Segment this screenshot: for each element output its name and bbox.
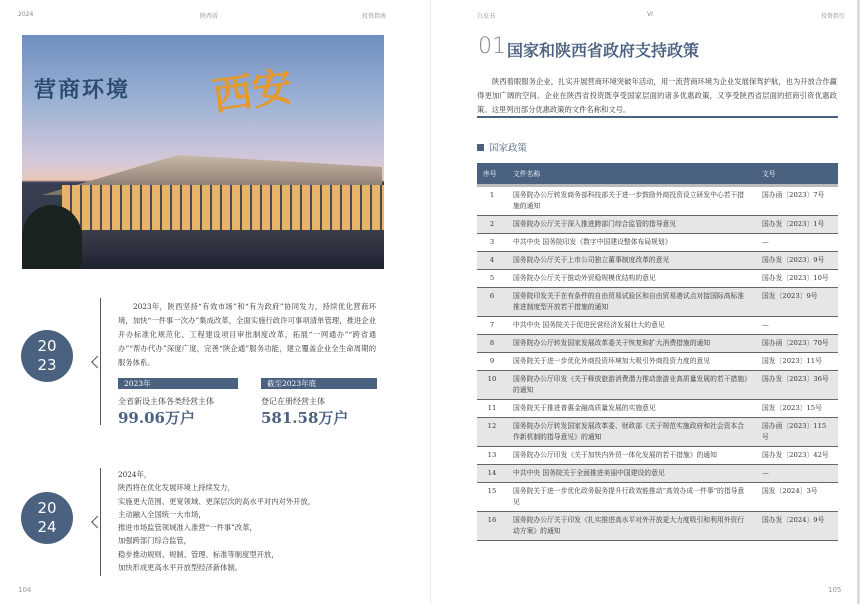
- document-name: 国务院印发关于在有条件的自由贸易试验区和自由贸易港试点对接国际高标准推进制度型开放若干措施的通知: [507, 287, 756, 316]
- table-row: [477, 464, 838, 482]
- header-whitepaper: 白皮书: [477, 13, 496, 20]
- document-number: 国发〔2023〕15号: [756, 399, 838, 417]
- table-row: [477, 233, 838, 251]
- airport-photo: [22, 35, 384, 269]
- document-number: 国办函〔2023〕70号: [756, 334, 838, 352]
- row-number: 2: [477, 215, 507, 233]
- document-name: 中共中央 国务院印发《数字中国建设整体布局规划》: [507, 233, 756, 251]
- document-number: 国发〔2023〕9号: [756, 287, 838, 316]
- col-header: 文件名称: [507, 163, 756, 185]
- row-number: 4: [477, 251, 507, 269]
- row-number: 11: [477, 399, 507, 417]
- document-name: 国务院关于进一步优化外商投资环境加大吸引外商投资力度的意见: [507, 352, 756, 370]
- document-name: 国务院办公厅关于印发《扎实推进高水平对外开放更大力度吸引和利用外资行动方案》的通知: [507, 511, 756, 540]
- document-name: 国务院办公厅转发国家发展改革委、财政部《关于规范实施政府和社会资本合作新机制的指导意见》的通知: [507, 417, 756, 446]
- divider: [477, 116, 838, 118]
- header-chapter: VI: [647, 11, 653, 18]
- document-name: 国务院办公厅关于深入推进跨部门综合监管的指导意见: [507, 215, 756, 233]
- document-number: 国办函〔2023〕115号: [756, 417, 838, 446]
- col-header: 序号: [477, 163, 507, 185]
- document-number: 国发〔2024〕3号: [756, 482, 838, 511]
- table-row: [477, 352, 838, 370]
- text-2024: 2024年， 陕西将在优化发展环境上持续发力， 实施更大范围、更宽领域、更深层次的高水平对内对外开放， 主动融入全国统一大市场， 推进市场监管领域准入准营“一件事”改革， 加强跨部门综合监管， 稳步推动规则、规制、管理、标准等制度型开放， 加快形成更高水平开放型经济新体制。: [118, 470, 316, 573]
- row-number: 1: [477, 185, 507, 215]
- document-number: —: [756, 233, 838, 251]
- document-name: 国务院办公厅关于上市公司独立董事制度改革的意见: [507, 251, 756, 269]
- stat-value-registered: 581.58万户: [261, 409, 349, 427]
- col-header: 文号: [756, 163, 838, 185]
- section-number: 01: [478, 34, 506, 59]
- section-title: 国家和陕西省政府支持政策: [507, 41, 700, 60]
- subsection-title: 国家政策: [477, 140, 527, 154]
- document-name: 国务院办公厅转发国家发展改革委关于恢复和扩大消费措施的通知: [507, 334, 756, 352]
- table-row: [477, 370, 838, 399]
- document-number: 国发〔2023〕11号: [756, 352, 838, 370]
- photo-sign: 西安: [209, 62, 296, 121]
- document-name: 国务院办公厅转发商务部科技部关于进一步鼓励外商投资设立研发中心若干措施的通知: [507, 185, 756, 215]
- row-number: 13: [477, 446, 507, 464]
- row-number: 14: [477, 464, 507, 482]
- page-number: 104: [18, 586, 32, 594]
- table-row: [477, 251, 838, 269]
- table-row: [477, 446, 838, 464]
- document-number: 国办发〔2023〕36号: [756, 370, 838, 399]
- row-number: 15: [477, 482, 507, 511]
- stat-label-registered: 登记在册经营主体: [261, 397, 325, 406]
- header-guide: 投资指南: [362, 13, 387, 20]
- document-name: 国务院办公厅印发《关于加快内外贸一体化发展的若干措施》的通知: [507, 446, 756, 464]
- bracket: [100, 298, 101, 425]
- bracket: [100, 468, 101, 576]
- row-number: 5: [477, 269, 507, 287]
- header-year: 2024: [18, 11, 34, 18]
- row-number: 12: [477, 417, 507, 446]
- intro-text: 陕西着眼服务企业，扎实开展营商环境突破年活动，用一流营商环境为企业发展保驾护航，也为开放合作赢得更加广阔的空间。企业在陕西省投资既享受国家层面的诸多优惠政策，又享受陕西省层面的招商引资优惠政策。这里列出部分优惠政策的文件名称和文号。: [477, 77, 837, 114]
- document-number: 国办发〔2023〕9号: [756, 251, 838, 269]
- document-number: 国办发〔2023〕42号: [756, 446, 838, 464]
- table-row: [477, 269, 838, 287]
- policy-table: [477, 163, 838, 541]
- row-number: 10: [477, 370, 507, 399]
- page-number: 105: [828, 586, 842, 594]
- table-row: [477, 316, 838, 334]
- table-row: [477, 287, 838, 316]
- stat-bar-2023-end: 截至2023年底: [261, 378, 377, 389]
- document-number: —: [756, 464, 838, 482]
- header-province: 陕西省: [200, 13, 219, 20]
- row-number: 7: [477, 316, 507, 334]
- stat-bar-2023: 2023年: [118, 378, 238, 389]
- photo-title: 营商环境: [34, 78, 131, 103]
- table-row: [477, 511, 838, 540]
- table-row: [477, 334, 838, 352]
- table-row: [477, 215, 838, 233]
- right-page: [430, 0, 860, 604]
- row-number: 8: [477, 334, 507, 352]
- document-name: 国务院关于推进普惠金融高质量发展的实施意见: [507, 399, 756, 417]
- document-name: 国务院办公厅关于推动外贸稳规模优结构的意见: [507, 269, 756, 287]
- table-row: [477, 482, 838, 511]
- stat-label-new: 全省新设主体各类经营主体: [118, 397, 214, 406]
- table-row: [477, 399, 838, 417]
- document-number: 国办函〔2023〕7号: [756, 185, 838, 215]
- row-number: 6: [477, 287, 507, 316]
- document-name: 国务院办公厅印发《关于释放旅游消费潜力推动旅游业高质量发展的若干措施》的通知: [507, 370, 756, 399]
- document-name: 中共中央 国务院关于全面推进美丽中国建设的意见: [507, 464, 756, 482]
- stat-value-new: 99.06万户: [118, 409, 195, 427]
- document-number: 国办发〔2023〕10号: [756, 269, 838, 287]
- text-2023: 2023年，陕西坚持“有效市场”和“有为政府”协同发力，持续优化营商环境，加快“一件事一次办”集成改革，全面实施行政许可事项清单管理，推进企业开办标准化规范化、工程建设项目审批制度改革，拓展“一网通办”“跨省通办”“帮办代办”深度广度，完善“陕企通”服务功能，建立覆盖企业全生命周期的服务体系。: [118, 302, 376, 367]
- row-number: 9: [477, 352, 507, 370]
- document-name: 中共中央 国务院关于促进民营经济发展壮大的意见: [507, 316, 756, 334]
- document-number: —: [756, 316, 838, 334]
- year-2024-badge: 20 24: [21, 492, 73, 544]
- row-number: 3: [477, 233, 507, 251]
- document-number: 国办发〔2023〕1号: [756, 215, 838, 233]
- document-name: 国务院关于进一步优化政务服务提升行政效能推动“高效办成一件事”的指导意见: [507, 482, 756, 511]
- year-2023-badge: 20 23: [21, 330, 73, 382]
- row-number: 16: [477, 511, 507, 540]
- table-row: [477, 185, 838, 215]
- header-guide: 投资指引: [821, 13, 846, 20]
- document-number: 国办发〔2024〕9号: [756, 511, 838, 540]
- table-row: [477, 417, 838, 446]
